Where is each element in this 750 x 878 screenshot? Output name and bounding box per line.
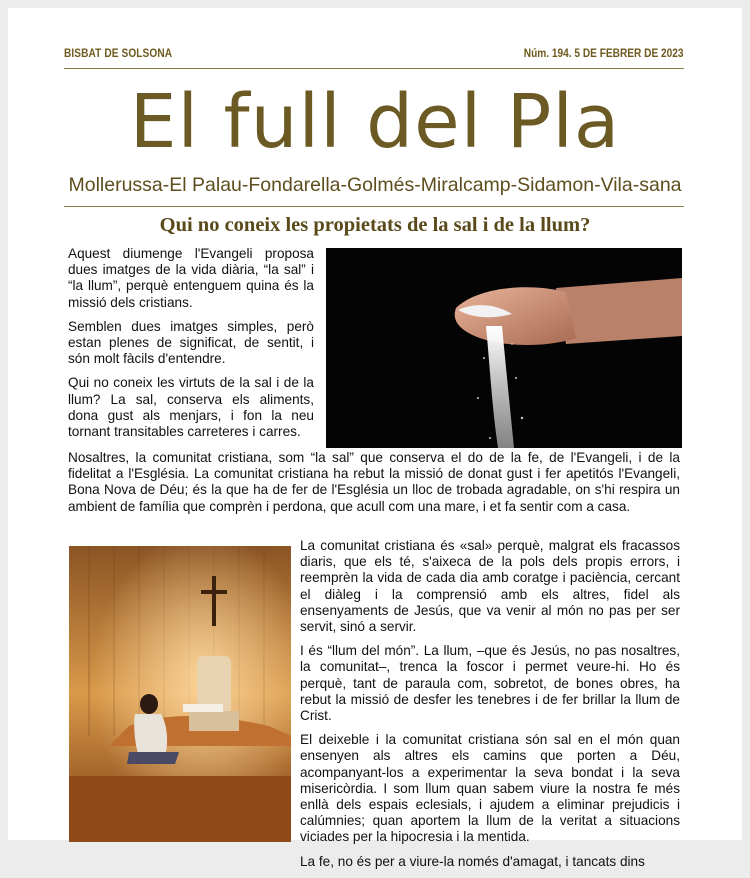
masthead-title: El full del Pla <box>129 79 621 165</box>
article-headline: Qui no coneix les propietats de la sal i de la llum? <box>159 214 591 236</box>
issue-label: Núm. 194. 5 DE FEBRER DE 2023 <box>524 48 684 60</box>
paragraph: Nosaltres, la comunitat cristiana, som “la sal” que conserva el do de la fe, de l'Evangeli, i de la fidelitat a l'Església. La comunitat cristiana ha rebut la missió de donat gust i fer apetitós l'Evangeli, Bona Nova de Déu; és la que ha de fer de l'Església un lloc de trobada agradable, on s'hi respira un ambient de família que comprèn i perdona, que acull com una mare, i et fa sentir com a casa. <box>68 450 680 514</box>
masthead-rule <box>64 206 684 207</box>
header-rule <box>64 68 684 69</box>
paragraph: I és “llum del món”. La llum, –que és Jesús, no pas nosaltres, la comunitat–, trenca la foscor i permet veure-hi. Ho és perquè, tant de paraula com, sobretot, de bones obres, ha rebut la missió de desfer les tenebres i de fer brillar la llum de Crist. <box>300 643 680 724</box>
light-column <box>300 538 680 878</box>
parishes-line: Mollerussa-El Palau-Fondarella-Golmés-Miralcamp-Sidamon-Vila-sana <box>68 174 682 196</box>
paragraph: Aquest diumenge l'Evangeli proposa dues imatges de la vida diària, “la sal” i “la llum”, perquè entenguem quina és la missió dels cristians. <box>68 246 314 310</box>
paragraph: La comunitat cristiana és «sal» perquè, malgrat els fracassos diaris, que els té, s'aixeca de la pols dels propis errors, i reemprèn la vida de cada dia amb coratge i paciència, cercant el diàleg i la comprensió amb els altres, fidel als ensenyaments de Jesús, que va venir al món no pas per ser servit, sinó a servir. <box>300 538 680 635</box>
salt-paragraph <box>68 450 680 523</box>
paragraph: El deixeble i la comunitat cristiana són sal en el món quan ensenyen als altres els camins que porten a Déu, acompanyant-los a experimentar la seva bondat i la seva misericòrdia. I som llum quan sabem viure la nostra fe més enllà dels espais eclesials, i ajudem a eliminar prejudicis i calúmnies; quan aportem la llum de la veritat a situacions viciades per la hipocresia i la mentida. <box>300 732 680 845</box>
paragraph: La fe, no és per a viure-la només d'amagat, i tancats dins <box>300 853 645 869</box>
chapel-photo <box>69 546 291 842</box>
diocese-label: BISBAT DE SOLSONA <box>64 48 173 60</box>
salt-hand-photo <box>326 248 682 448</box>
paragraph: Qui no coneix les virtuts de la sal i de la llum? La sal, conserva els aliments, dona gust als menjars, i fon la neu tornant transitables carreteres i carres. <box>68 375 314 440</box>
intro-column <box>68 246 314 448</box>
newsletter-page <box>8 8 742 869</box>
paragraph: Semblen dues imatges simples, però estan plenes de significat, de sentit, i són molt fàcils d'entendre. <box>68 318 314 367</box>
